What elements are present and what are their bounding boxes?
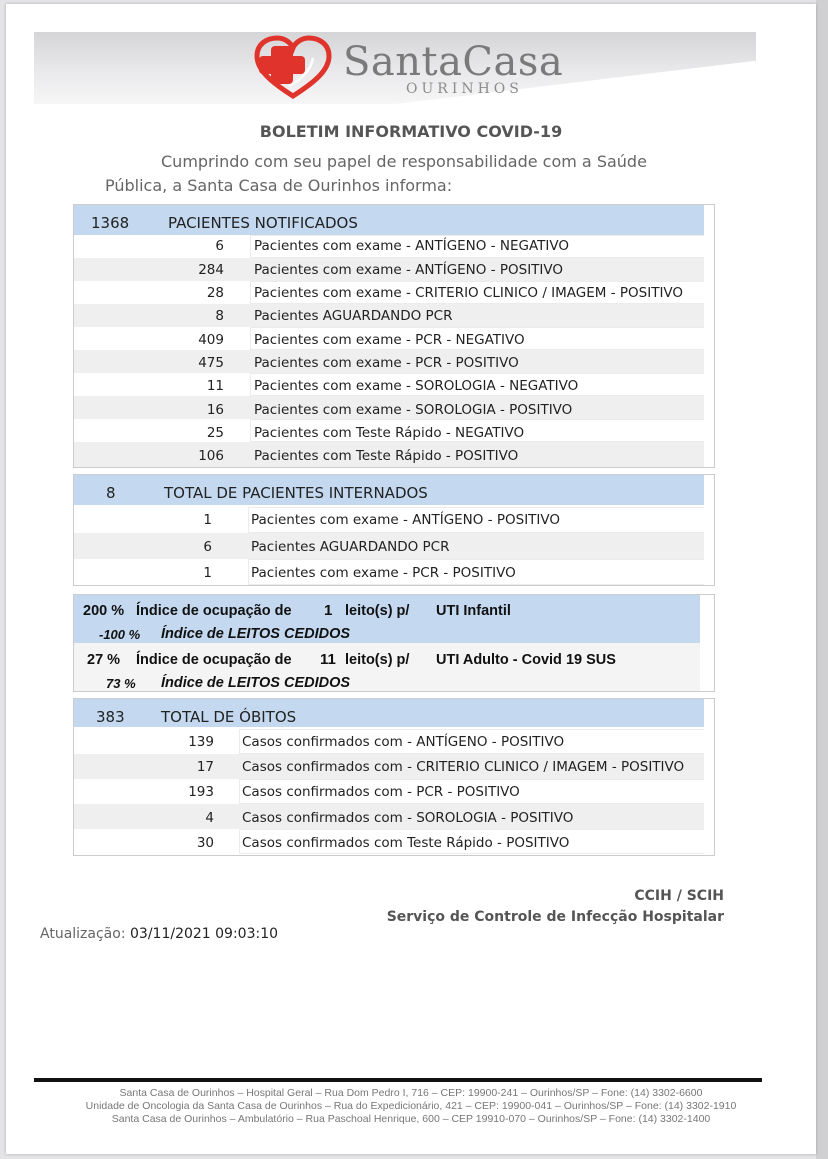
ceded-label: Índice de LEITOS CEDIDOS xyxy=(161,626,351,642)
update-label: Atualização: xyxy=(40,926,126,942)
row-count: 28 xyxy=(206,285,224,301)
table-row xyxy=(74,754,704,779)
footer-line-2: Unidade de Oncologia da Santa Casa de Ourinhos – Rua do Expedicionário, 421 – CEP: 19900-041 – Ourinhos/SP – Fone: (14) 3302-1910 xyxy=(85,1100,737,1112)
row-label: Casos confirmados com Teste Rápido - POSITIVO xyxy=(242,835,570,851)
row-count: 284 xyxy=(198,262,224,278)
update-value: 03/11/2021 09:03:10 xyxy=(130,926,279,942)
table-row xyxy=(74,779,704,804)
row-label: Pacientes com exame - ANTÍGENO - POSITIVO xyxy=(251,512,561,528)
row-count: 8 xyxy=(215,308,224,324)
occupancy-beds: 1 xyxy=(324,602,333,619)
occupancy-target: UTI Adulto - Covid 19 SUS xyxy=(436,652,616,668)
row-label: Casos confirmados com - ANTÍGENO - POSITIVO xyxy=(242,734,565,750)
row-label: Pacientes AGUARDANDO PCR xyxy=(251,539,450,555)
row-count: 193 xyxy=(188,784,214,800)
row-label: Casos confirmados com - SOROLOGIA - POSITIVO xyxy=(242,810,574,826)
row-label: Pacientes com exame - ANTÍGENO - NEGATIVO xyxy=(254,238,569,254)
hospitalized-header xyxy=(74,475,704,505)
intro-line-2: Pública, a Santa Casa de Ourinhos informa: xyxy=(105,176,453,195)
table-row xyxy=(74,281,704,304)
row-label: Pacientes com exame - PCR - NEGATIVO xyxy=(254,332,525,348)
occupancy-target: UTI Infantil xyxy=(436,603,511,619)
table-row xyxy=(74,327,704,350)
row-label: Pacientes com exame - CRITERIO CLINICO / IMAGEM - POSITIVO xyxy=(254,285,684,301)
row-label: Pacientes com exame - PCR - POSITIVO xyxy=(254,355,519,371)
table-row xyxy=(74,258,704,281)
table-row xyxy=(74,350,704,373)
deaths-header xyxy=(74,699,704,727)
occupancy-unit: leito(s) p/ xyxy=(345,652,410,668)
row-count: 1 xyxy=(203,565,212,581)
notified-section xyxy=(73,204,715,468)
row-count: 106 xyxy=(198,448,224,464)
ceded-pct: 73 % xyxy=(106,676,136,691)
hospitalized-section xyxy=(73,474,715,586)
santa-casa-heart-cross-logo-icon xyxy=(251,34,335,100)
occupancy-pct: 200 % xyxy=(83,603,125,619)
table-row xyxy=(74,235,704,258)
occupancy-beds: 11 xyxy=(320,651,336,668)
page-title: BOLETIM INFORMATIVO COVID-19 xyxy=(259,122,563,141)
brand-subtitle: OURINHOS xyxy=(406,81,523,97)
deaths-total: 383 xyxy=(96,708,125,726)
row-label: Pacientes com exame - SOROLOGIA - POSITIVO xyxy=(254,402,573,418)
document-page xyxy=(6,4,816,1154)
table-row xyxy=(74,533,704,559)
row-label: Pacientes com exame - SOROLOGIA - NEGATIVO xyxy=(254,378,579,394)
row-count: 1 xyxy=(203,512,212,528)
row-label: Pacientes com exame - PCR - POSITIVO xyxy=(251,565,516,581)
table-row xyxy=(74,442,704,467)
page-edge-shadow xyxy=(816,0,828,1159)
table-row xyxy=(74,507,704,533)
intro-line-1: Cumprindo com seu papel de responsabilidade com a Saúde xyxy=(161,152,647,171)
footer-divider xyxy=(34,1078,762,1082)
table-row xyxy=(74,729,704,754)
hospitalized-total: 8 xyxy=(106,484,116,502)
row-label: Pacientes AGUARDANDO PCR xyxy=(254,308,453,324)
footer-line-1: Santa Casa de Ourinhos – Hospital Geral – Rua Dom Pedro I, 716 – CEP: 19900-241 – Ourinhos/SP – Fone: (14) 3302-6600 xyxy=(119,1087,703,1099)
row-count: 475 xyxy=(198,355,224,371)
occupancy-label: Índice de ocupação de xyxy=(136,603,292,619)
notified-total: 1368 xyxy=(91,214,130,232)
row-label: Pacientes com Teste Rápido - NEGATIVO xyxy=(254,425,525,441)
notified-label: PACIENTES NOTIFICADOS xyxy=(168,214,358,232)
table-row xyxy=(74,829,704,854)
row-label: Pacientes com exame - ANTÍGENO - POSITIVO xyxy=(254,262,564,278)
row-count: 16 xyxy=(206,402,224,418)
ceded-label: Índice de LEITOS CEDIDOS xyxy=(161,675,351,691)
row-count: 11 xyxy=(206,378,224,394)
table-row xyxy=(74,304,704,327)
brand-name: SantaCasa xyxy=(343,39,564,85)
row-count: 17 xyxy=(196,759,214,775)
table-row xyxy=(74,804,704,829)
ceded-pct: -100 % xyxy=(99,627,141,642)
notified-header xyxy=(74,205,704,235)
table-row xyxy=(74,396,704,419)
row-count: 25 xyxy=(206,425,224,441)
table-row xyxy=(74,419,704,442)
row-label: Casos confirmados com - CRITERIO CLINICO / IMAGEM - POSITIVO xyxy=(242,759,685,775)
occupancy-unit: leito(s) p/ xyxy=(345,603,410,619)
row-count: 6 xyxy=(203,539,212,555)
table-row xyxy=(74,373,704,396)
deaths-section xyxy=(73,698,715,856)
row-count: 4 xyxy=(205,810,214,826)
occupancy-pct: 27 % xyxy=(87,652,121,668)
row-label: Pacientes com Teste Rápido - POSITIVO xyxy=(254,448,519,464)
signature-line-2: Serviço de Controle de Infecção Hospitalar xyxy=(386,909,724,925)
row-count: 409 xyxy=(198,332,224,348)
deaths-label: TOTAL DE ÓBITOS xyxy=(161,708,297,726)
table-row xyxy=(74,559,704,585)
signature-line-1: CCIH / SCIH xyxy=(634,888,724,904)
footer-line-3: Santa Casa de Ourinhos – Ambulatório – Rua Paschoal Henrique, 600 – CEP 19910-070 – Ourinhos/SP – Fone: (14) 3302-1400 xyxy=(111,1113,711,1125)
occupancy-section xyxy=(73,594,715,692)
hospitalized-label: TOTAL DE PACIENTES INTERNADOS xyxy=(164,484,428,502)
row-label: Casos confirmados com - PCR - POSITIVO xyxy=(242,784,520,800)
row-count: 6 xyxy=(215,238,224,254)
row-count: 30 xyxy=(196,835,214,851)
row-count: 139 xyxy=(188,734,214,750)
occupancy-label: Índice de ocupação de xyxy=(136,652,292,668)
